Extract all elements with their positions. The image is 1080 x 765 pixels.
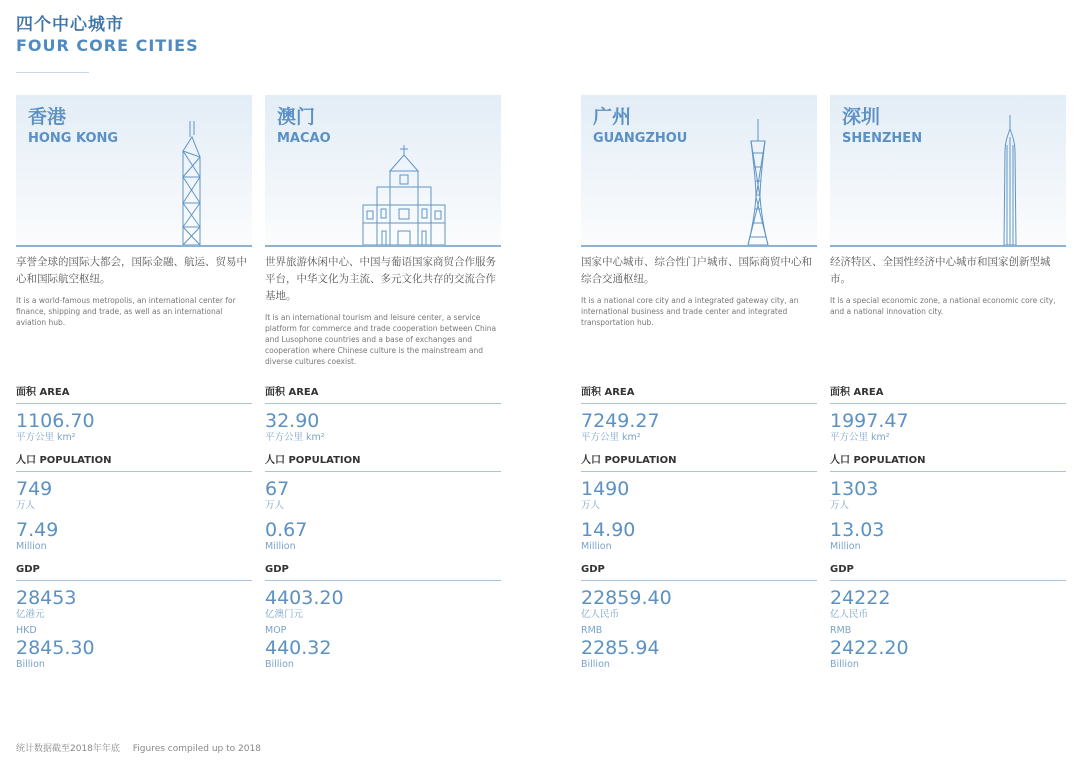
- city-card: [830, 95, 1066, 247]
- population-unit-cn: 万人: [830, 500, 850, 511]
- area-unit: 平方公里 km²: [265, 432, 325, 443]
- gdp-currency: RMB: [830, 625, 852, 636]
- city-name-en: HONG KONG: [28, 131, 119, 146]
- city-column-shenzhen: [830, 95, 1066, 671]
- population-unit-en: Million: [581, 541, 612, 552]
- gdp-unit-cn: 亿人民币: [581, 609, 620, 620]
- population-value-cn: 67: [265, 478, 290, 500]
- population-unit-cn: 万人: [581, 500, 601, 511]
- description-en: It is an international tourism and leisure center, a service platform for commerce and trade cooperation between China and Lusophone countries and a base of exchanges and cooperation where Chinese culture is the mainstream and diverse cultures coexist.: [265, 313, 497, 366]
- gdp-unit-cn: 亿澳门元: [265, 609, 304, 620]
- city-description: [830, 254, 1066, 386]
- gdp-value-cn: 24222: [830, 587, 891, 609]
- population-unit-cn: 万人: [265, 500, 285, 511]
- area-label: 面积 AREA: [265, 386, 501, 404]
- footer-note: [16, 741, 261, 754]
- population-value-en: 0.67: [265, 519, 308, 541]
- city-column-guangzhou: [581, 95, 817, 671]
- city-description: [16, 254, 252, 386]
- ruins-of-st-pauls-icon: [361, 145, 447, 245]
- city-name-cn: 澳门: [277, 106, 316, 128]
- population-label: 人口 POPULATION: [16, 454, 252, 472]
- area-value: 1997.47: [830, 410, 909, 432]
- gdp-currency: RMB: [581, 625, 603, 636]
- city-name-cn: 深圳: [842, 106, 881, 128]
- city-description: [581, 254, 817, 386]
- population-unit-cn: 万人: [16, 500, 36, 511]
- footer-note-cn: 统计数据截至2018年年底: [16, 744, 120, 754]
- gdp-unit-en: Billion: [830, 659, 859, 670]
- city-card: [265, 95, 501, 247]
- population-label: 人口 POPULATION: [830, 454, 1066, 472]
- population-unit-en: Million: [830, 541, 861, 552]
- gdp-value-en: 2845.30: [16, 637, 95, 659]
- page-title-cn: 四个中心城市: [16, 15, 124, 35]
- gdp-label: GDP: [581, 563, 817, 581]
- city-name-en: GUANGZHOU: [593, 131, 688, 146]
- gdp-unit-en: Billion: [265, 659, 294, 670]
- page-header: [16, 14, 199, 73]
- population-value-cn: 749: [16, 478, 53, 500]
- description-en: It is a world-famous metropolis, an international center for finance, shipping and trade, as well as an international aviation hub.: [16, 296, 236, 327]
- area-label: 面积 AREA: [16, 386, 252, 404]
- gdp-value-cn: 4403.20: [265, 587, 344, 609]
- gdp-value-en: 2422.20: [830, 637, 909, 659]
- city-column-macao: [265, 95, 501, 671]
- description-cn: 国家中心城市、综合性门户城市、国际商贸中心和综合交通枢纽。: [581, 256, 812, 285]
- population-value-cn: 1303: [830, 478, 879, 500]
- city-card: [16, 95, 252, 247]
- area-unit: 平方公里 km²: [830, 432, 890, 443]
- description-cn: 享誉全球的国际大都会，国际金融、航运、贸易中心和国际航空枢纽。: [16, 256, 247, 285]
- city-card: [581, 95, 817, 247]
- gdp-unit-cn: 亿人民币: [830, 609, 869, 620]
- gdp-currency: HKD: [16, 625, 37, 636]
- gdp-unit-en: Billion: [16, 659, 45, 670]
- city-name-cn: 香港: [28, 106, 67, 128]
- population-unit-en: Million: [265, 541, 296, 552]
- gdp-label: GDP: [265, 563, 501, 581]
- description-en: It is a special economic zone, a national economic core city, and a national innovation city.: [830, 296, 1056, 316]
- gdp-value-en: 440.32: [265, 637, 332, 659]
- gdp-currency: MOP: [265, 625, 287, 636]
- description-cn: 经济特区、全国性经济中心城市和国家创新型城市。: [830, 256, 1051, 285]
- gdp-value-en: 2285.94: [581, 637, 660, 659]
- gdp-label: GDP: [16, 563, 252, 581]
- city-name-cn: 广州: [593, 106, 632, 128]
- ping-an-finance-center-icon: [1000, 115, 1020, 245]
- population-value-cn: 1490: [581, 478, 630, 500]
- description-cn: 世界旅游休闲中心、中国与葡语国家商贸合作服务平台，中华文化为主流、多元文化共存的交流合作基地。: [265, 256, 496, 302]
- population-unit-en: Million: [16, 541, 47, 552]
- bank-of-china-tower-icon: [178, 121, 204, 245]
- area-value: 7249.27: [581, 410, 660, 432]
- population-label: 人口 POPULATION: [581, 454, 817, 472]
- population-value-en: 13.03: [830, 519, 885, 541]
- area-value: 1106.70: [16, 410, 95, 432]
- header-divider: [16, 72, 89, 73]
- canton-tower-icon: [747, 119, 769, 245]
- footer-note-en: Figures compiled up to 2018: [132, 744, 261, 754]
- population-label: 人口 POPULATION: [265, 454, 501, 472]
- description-en: It is a national core city and a integrated gateway city, an international business and trade center and integrated transportation hub.: [581, 296, 799, 327]
- area-label: 面积 AREA: [581, 386, 817, 404]
- area-unit: 平方公里 km²: [16, 432, 76, 443]
- city-description: [265, 254, 501, 386]
- city-name-en: MACAO: [277, 131, 331, 146]
- gdp-value-cn: 28453: [16, 587, 77, 609]
- page-title-en: FOUR CORE CITIES: [16, 36, 199, 55]
- city-name-en: SHENZHEN: [842, 131, 923, 146]
- area-value: 32.90: [265, 410, 320, 432]
- population-value-en: 14.90: [581, 519, 636, 541]
- area-unit: 平方公里 km²: [581, 432, 641, 443]
- city-column-hong-kong: [16, 95, 252, 671]
- gdp-unit-en: Billion: [581, 659, 610, 670]
- gdp-unit-cn: 亿港元: [16, 609, 45, 620]
- population-value-en: 7.49: [16, 519, 59, 541]
- area-label: 面积 AREA: [830, 386, 1066, 404]
- gdp-label: GDP: [830, 563, 1066, 581]
- gdp-value-cn: 22859.40: [581, 587, 672, 609]
